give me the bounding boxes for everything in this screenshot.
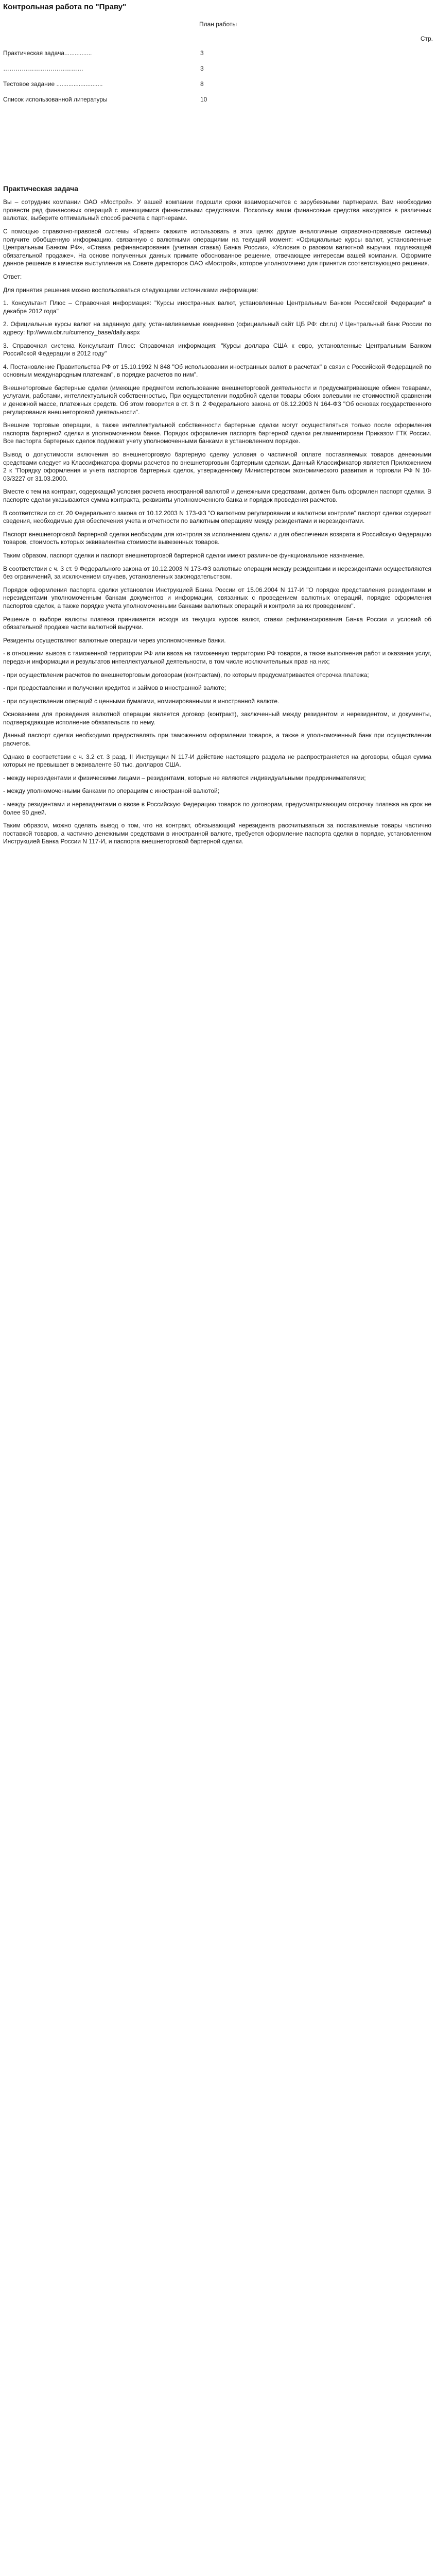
toc-item bbox=[3, 49, 436, 65]
paragraph: - при предоставлении и получении кредитов и займов в иностранной валюте; bbox=[3, 684, 226, 692]
paragraph: - между резидентами и нерезидентами о ввозе в Российскую Федерацию товаров по договорам, предусматривающим отсрочку платежа на срок не более 90 дней. bbox=[3, 801, 431, 816]
toc-item-page: 3 bbox=[200, 49, 204, 57]
paragraph: Ответ: bbox=[3, 273, 22, 280]
paragraph: Паспорт внешнеторговой бартерной сделки необходим для контроля за исполнением сделки и для обеспечения возврата в Российскую Федерацию товаров, стоимость которых эквивалентна стоимости вывезенных товаров. bbox=[3, 530, 431, 546]
paragraph: Основанием для проведения валютной операции является договор (контракт), заключенный между резидентом и нерезидентом, и документы, подтверждающие исполнение обязательств по нему. bbox=[3, 710, 431, 726]
paragraph: Резиденты осуществляют валютные операции через уполномоченные банки. bbox=[3, 636, 226, 644]
paragraph: Вместе с тем на контракт, содержащий условия расчета иностранной валютой и денежными средствами, должен быть оформлен паспорт сделки. В паспорте сделки указываются сумма контракта, реквизиты уполномоченного банка и порядок проведения расчетов. bbox=[3, 488, 431, 503]
paragraph: Таким образом, можно сделать вывод о том, что на контракт, обязывающий нерезидента рассчитываться за поставляемые товары частично поставкой товаров, а частично денежными средствами в иностранной валюте, требуется оформление паспорта сделки в порядке, установленном Инструкцией Банка России N 117-И, и паспорта внешнеторговой бартерной сделки. bbox=[3, 822, 431, 845]
paragraph: Порядок оформления паспорта сделки установлен Инструкцией Банка России от 15.06.2004 N 117-И "О порядке представления резидентами и нерезидентами уполномоченным банкам документов и информации, связанных с проведением валютных операций, порядке оформления паспортов сделок, а также порядке учета уполномоченными банками валютных операций и контроля за их проведением". bbox=[3, 586, 431, 609]
paragraph: - при осуществлении расчетов по внешнеторговым договорам (контрактам), по которым предусматривается отсрочка платежа; bbox=[3, 671, 369, 679]
toc-item bbox=[3, 65, 436, 80]
paragraph: - в отношении вывоза с таможенной территории РФ или ввоза на таможенную территорию РФ товаров, а также выполнения работ и оказания услуг, передачи информации и результатов интеллектуальной деятельности, в том числе исключительных прав на них; bbox=[3, 650, 431, 665]
toc-item-label: Практическая задача................ bbox=[3, 49, 92, 57]
paragraph: Внешнеторговые бартерные сделки (имеющие предметом использование внешнеторговой деятельности и предусматривающие обмен товарами, услугами, работами, интеллектуальной собственностью, При осуществлении подобной сделки товары обоих волевыми не стоимостной сравнении и денежной массе, платежных средств. Об этом говорится в ст. 3 п. 2 Федерального закона от 08.12.2003 N 164-ФЗ "Об основах государственного регулирования внешнеторговой деятельности". bbox=[3, 384, 431, 416]
paragraph: 4. Постановление Правительства РФ от 15.10.1992 N 848 "Об использовании иностранных валют в расчетах" в связи с Российской Федерацией по основным международным платежам", в порядке расчетов по ним". bbox=[3, 363, 431, 379]
paragraph: - между уполномоченными банками по операциям с иностранной валютой; bbox=[3, 787, 220, 795]
paragraph: Вы – сотрудник компании ОАО «Мострой». У вашей компании подошли сроки взаиморасчетов с зарубежными партнерами. Вам необходимо провести ряд финансовых операций с имеющимися финансовыми средствами. Поскольку ваши финансовые средства находятся в различных валютах, выберите оптимальный способ расчета с партнерами. bbox=[3, 198, 431, 222]
table-of-contents bbox=[3, 49, 436, 111]
toc-item-label: Тестовое задание ........................... bbox=[3, 80, 103, 88]
paragraph: В соответствии с ч. 3 ст. 9 Федерального закона от 10.12.2003 N 173-ФЗ валютные операции между резидентами и нерезидентами осуществляются без ограничений, за исключением случаев, установленных законодательством. bbox=[3, 565, 431, 581]
paragraph: Внешние торговые операции, а также интеллектуальной собственности бартерные сделки могут осуществляться только после оформления паспорта бартерной сделки в уполномоченном банке. Порядок оформления паспорта бартерной сделки регламентирован Приказом ГТК России. Все паспорта бартерных сделок подлежат учету уполномоченными банками в установленном порядке. bbox=[3, 421, 431, 445]
document-title: Контрольная работа по "Праву" bbox=[3, 3, 127, 11]
toc-item-page: 10 bbox=[200, 96, 207, 103]
toc-item-page: 3 bbox=[200, 65, 204, 72]
page-column-header: Стр. bbox=[420, 35, 433, 42]
paragraph: 3. Справочная система Консультант Плюс: Справочная информация: "Курсы доллара США к евро, установленные Центральным Банком Российской Федерации в 2012 году" bbox=[3, 342, 431, 358]
paragraph: - между нерезидентами и физическими лицами – резидентами, которые не являются индивидуальными предпринимателями; bbox=[3, 774, 366, 782]
paragraph: Данный паспорт сделки необходимо предоставлять при таможенном оформлении товаров, а также в уполномоченный банк при осуществлении расчетов. bbox=[3, 732, 431, 748]
paragraph: Вывод о допустимости включения во внешнеторговую бартерную сделку условия о частичной оплате поставляемых товаров денежными средствами следует из Классификатора формы расчетов по внешнеторговым бартерным сделкам. Данный Классификатор является Приложением 2 к "Порядку оформления и учета паспортов бартерных сделок, утвержденному Министерством экономического развития и торговли РФ N 10-03/3227 от 31.03.2000. bbox=[3, 451, 431, 482]
paragraph: 1. Консультант Плюс – Справочная информация: "Курсы иностранных валют, установленные Центральным Банком Российской Федерации" в декабре 2012 года" bbox=[3, 299, 431, 315]
paragraph: - при осуществлении операций с ценными бумагами, номинированными в иностранной валюте. bbox=[3, 697, 280, 705]
paragraph: Таким образом, паспорт сделки и паспорт внешнеторговой бартерной сделки имеют различное функциональное назначение. bbox=[3, 551, 365, 559]
toc-item bbox=[3, 80, 436, 96]
toc-item bbox=[3, 96, 436, 111]
paragraph: С помощью справочно-правовой системы «Гарант» окажите использовать в этих целях другие аналогичные справочно-правовые системы) получите обобщенную информацию, связанную с валютными операциями на текущий момент: «Официальные курсы валют, установленные Центральным Банком РФ», «Ставка рефинансирования (учетная ставка) Банка России», «Условия о разовом валютной выручки, подлежащей обязательной продаже». На основе полученных данных примите обоснованное решение, отвечающее интересам вашей компании. Оформите данное решение в качестве выступления на Совете директоров ОАО «Мострой», которое уполномочено для принятия соответствующего решения. bbox=[3, 227, 431, 267]
toc-item-label: ………………………………… bbox=[3, 65, 83, 72]
toc-item-label: Список использованной литературы bbox=[3, 96, 108, 103]
plan-title: План работы bbox=[199, 21, 237, 28]
section-heading: Практическая задача bbox=[3, 184, 79, 193]
toc-item-page: 8 bbox=[200, 80, 204, 88]
paragraph: Для принятия решения можно воспользоваться следующими источниками информации: bbox=[3, 286, 258, 294]
practical-task-section bbox=[3, 184, 431, 851]
paragraph: В соответствии со ст. 20 Федерального закона от 10.12.2003 N 173-ФЗ "О валютном регулировании и валютном контроле" паспорт сделки содержит сведения, необходимые для обеспечения учета и отчетности по валютным операциям между резидентами и нерезидентами. bbox=[3, 509, 431, 525]
paragraph: 2. Официальные курсы валют на заданную дату, устанавливаемые ежедневно (официальный сайт ЦБ РФ: cbr.ru) // Центральный банк России по адресу: ftp://www.cbr.ru/currency_base/daily.aspx bbox=[3, 320, 431, 336]
paragraph: Решение о выборе валюты платежа принимается исходя из текущих курсов валют, ставки рефинансирования Банка России и условий об обязательной продаже части валютной выручки. bbox=[3, 615, 431, 631]
paragraph: Однако в соответствии с ч. 3.2 ст. 3 разд. II Инструкции N 117-И действие настоящего раздела не распространяется на договоры, общая сумма которых не превышает в эквиваленте 50 тыс. долларов США. bbox=[3, 753, 431, 769]
